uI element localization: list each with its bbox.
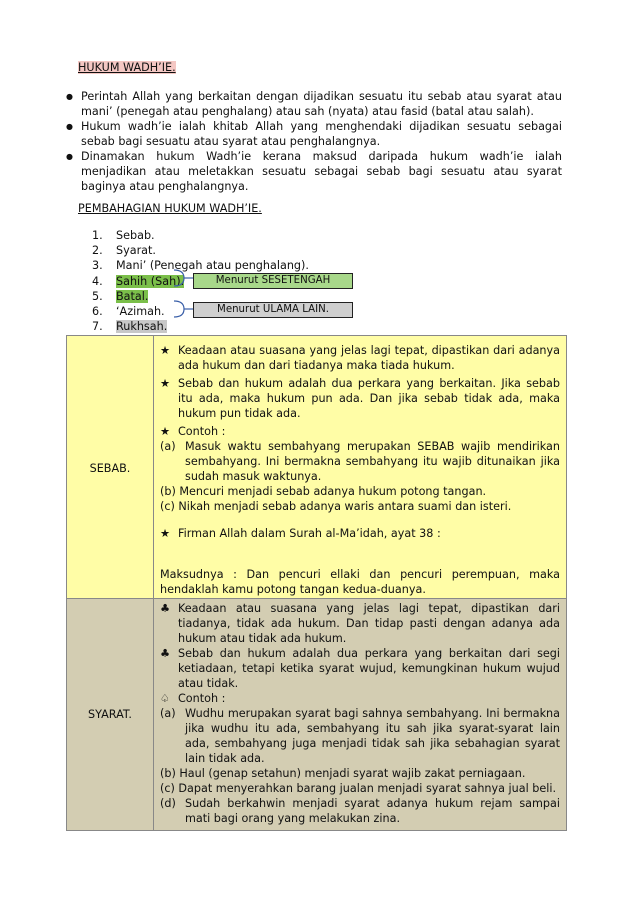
list-item [92,319,309,334]
list-text: Sebab. [116,229,155,242]
syarat-example-d: (d) Sudah berkahwin menjadi syarat adanya hukum rejam sampai mati bagi orang yang melakukan zina. [160,797,560,825]
list-number: 6. [92,304,103,318]
list-item [92,243,309,258]
syarat-table [66,598,567,831]
sebab-example-a: (a) Masuk waktu sembahyang merupakan SEBAB wajib mendirikan sembahyang. Ini bermakna sembahyang itu wajib ditunaikan jika sudah masuk waktunya. [160,440,560,483]
syarat-example-c: (c) Dapat menyerahkan barang jualan menjadi syarat sahnya jual beli. [160,782,557,795]
club-icon: ♣ [160,602,171,615]
brace-sahih-batal [174,270,184,286]
star-icon: ★ [160,425,171,438]
list-item [92,228,309,243]
star-icon: ★ [160,377,171,390]
bullet-item: ● Dinamakan hukum Wadh’ie kerana maksud daripada hukum wadh’ie ialah menjadikan atau meletakkan sesuatu sebagai sebab bagi sesuatu atau syarat baginya atau penghalangnya. [66,149,562,194]
list-number: 3. [92,259,103,273]
spade-icon: ♤ [160,692,171,705]
list-number: 5. [92,289,103,303]
list-text: Batal. [116,289,149,303]
box-menurut-ulama-lain: Menurut ULAMA LAIN. [193,302,353,318]
list-number: 2. [92,244,103,258]
sebab-example-b: (b) Mencuri menjadi sebab adanya hukum potong tangan. [160,485,487,498]
heading-hukum-wadhie: HUKUM WADH’IE. [78,61,176,74]
club-icon: ♣ [160,647,171,660]
definition-bullets [66,89,562,194]
sebab-table [66,335,567,602]
sebab-maksud: Maksudnya : Dan pencuri ellaki dan pencuri perempuan, maka hendaklah kamu potong tangan kedua-duanya. [160,568,560,596]
list-text: Rukhsah. [116,320,168,334]
sebab-point: ★ Firman Allah dalam Surah al-Ma’idah, ayat 38 : [160,527,441,540]
list-text: Sahih (Sah). [116,274,185,288]
list-number: 4. [92,274,103,288]
brace-azimah-rukhsah [174,301,184,317]
sebab-label: SEBAB. [89,462,131,475]
syarat-point: ♣ Sebab dan hukum adalah dua perkara yang berkaitan dari segi ketiadaan, tetapi ketika syarat wujud, kemungkinan hukum wujud atau tidak. [160,647,560,690]
list-text: Syarat. [116,244,156,258]
bullet-item: ● Perintah Allah yang berkaitan dengan dijadikan sesuatu itu sebab atau syarat atau mani’ (penegah atau penghalang) atau sah (nyata) atau fasid (batal atau salah). [66,89,562,119]
sebab-content-cell [154,336,567,602]
section-heading: PEMBAHAGIAN HUKUM WADH’IE. [78,202,262,215]
page-heading [78,60,176,75]
sebab-label-cell [67,336,154,602]
bracket-connectors [172,267,194,323]
list-text: ‘Azimah. [116,304,165,318]
syarat-point: ♤ Contoh : [160,692,226,705]
syarat-label: SYARAT. [88,708,132,721]
syarat-label-cell [67,599,154,831]
star-icon: ★ [160,344,171,357]
syarat-point: ♣ Keadaan atau suasana yang jelas lagi tepat, dipastikan dari tiadanya, tidak ada hukum. Dan tidap pasti dengan adanya ada hukum atau tidak ada hukum. [160,602,560,645]
star-icon: ★ [160,527,171,540]
sebab-point: ★ Sebab dan hukum adalah dua perkara yang berkaitan. Jika sebab itu ada, maka hukum pun ada. Dan jika sebab tidak ada, maka hukum pun tidak ada. [160,377,560,420]
sebab-example-c: (c) Nikah menjadi sebab adanya waris antara suami dan isteri. [160,500,512,513]
list-number: 1. [92,229,103,242]
syarat-example-b: (b) Haul (genap setahun) menjadi syarat wajib zakat perniagaan. [160,767,526,780]
sebab-point: ★ Keadaan atau suasana yang jelas lagi tepat, dipastikan dari adanya ada hukum dan dari tiadanya maka tiada hukum. [160,344,560,372]
list-number: 7. [92,320,103,334]
sebab-point: ★ Contoh : [160,425,226,438]
syarat-example-a: (a) Wudhu merupakan syarat bagi sahnya sembahyang. Ini bermakna jika wudhu itu ada, sembahyang itu sah jika syarat-syarat lain ada, sembahyang juga menjadi tidak sah jika sebahagian syarat lain tidak ada. [160,707,560,765]
list-item [92,258,309,273]
bullet-item: ● Hukum wadh’ie ialah khitab Allah yang menghendaki dijadikan sesuatu sebagai sebab bagi sesuatu atau syarat atau penghalangnya. [66,119,562,149]
box-menurut-sesetengah: Menurut SESETENGAH [193,273,353,289]
list-text: Mani’ (Penegah atau penghalang). [116,259,309,273]
syarat-content-cell [154,599,567,831]
